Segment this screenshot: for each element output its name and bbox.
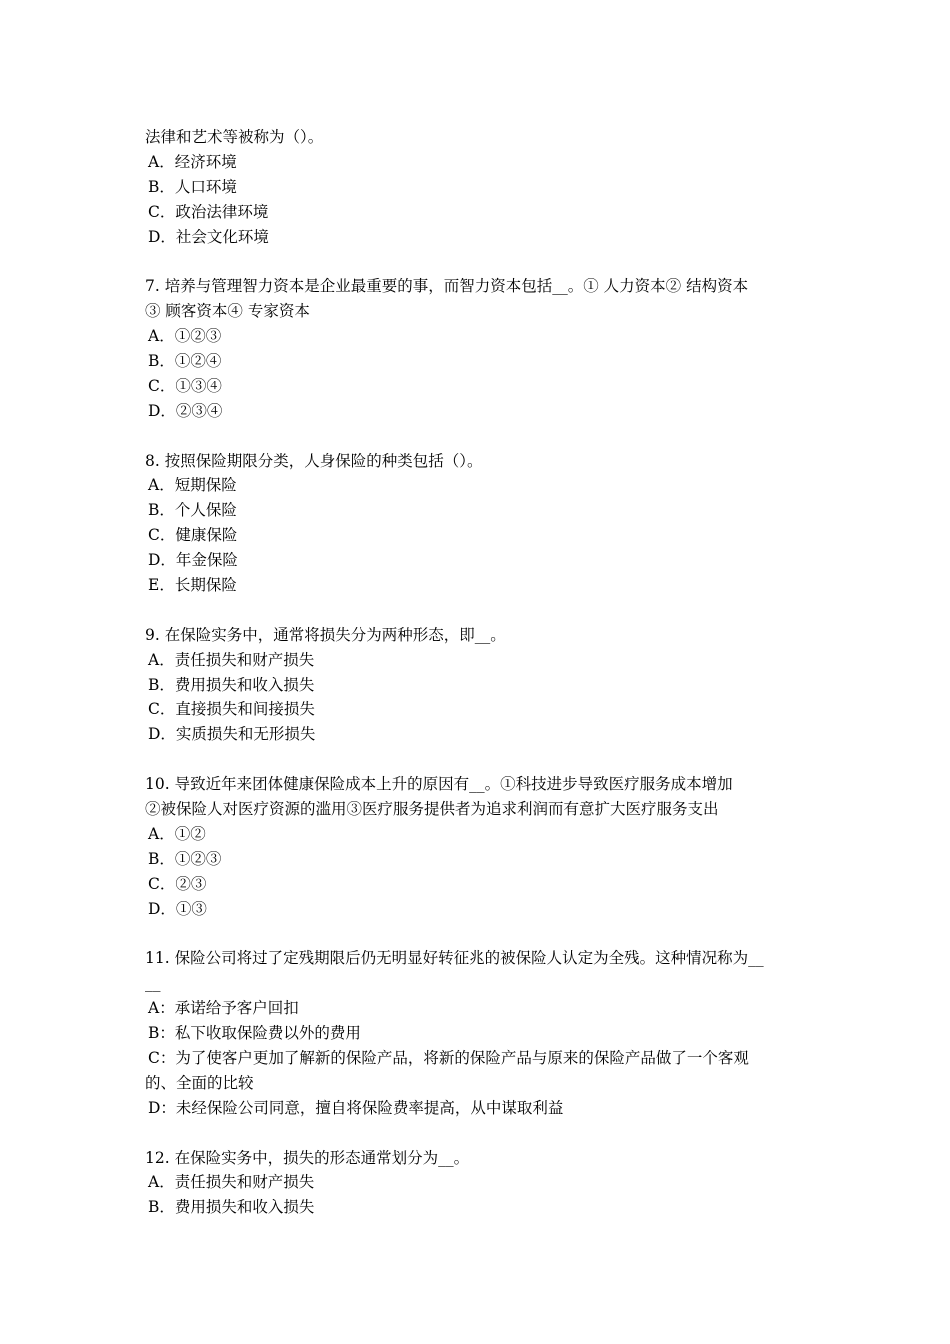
question-text: 法律和艺术等被称为（）。	[145, 128, 324, 146]
option-c: C．直接损失和间接损失	[148, 700, 315, 719]
question-11	[145, 946, 810, 1120]
option-c-cont: 的、全面的比较	[145, 1073, 254, 1092]
option-a: A．责任损失和财产损失	[148, 1173, 315, 1192]
option-d: D：未经保险公司同意，擅自将保险费率提高，从中谋取利益	[148, 1098, 564, 1117]
option-c: C．健康保险	[148, 526, 238, 545]
option-d: D．②③④	[148, 401, 223, 420]
option-b: B：私下收取保险费以外的费用	[148, 1024, 361, 1043]
option-a: A．①②③	[148, 327, 222, 346]
option-d: D．年金保险	[148, 551, 238, 570]
question-text-cont: ②被保险人对医疗资源的滥用③医疗服务提供者为追求利润而有意扩大医疗服务支出	[145, 800, 719, 819]
question-8	[145, 449, 810, 598]
question-text: 10. 导致近年来团体健康保险成本上升的原因有__。①科技进步导致医疗服务成本增加	[145, 775, 733, 794]
option-d: D．社会文化环境	[148, 227, 269, 246]
option-a: A．经济环境	[148, 152, 237, 171]
option-b: B．费用损失和收入损失	[148, 1198, 315, 1217]
option-b: B．个人保险	[148, 501, 237, 520]
question-text: 7. 培养与管理智力资本是企业最重要的事，而智力资本包括__。① 人力资本② 结构资本	[145, 277, 749, 296]
spacer	[145, 922, 810, 947]
question-7	[145, 274, 810, 423]
option-a: A．①②	[148, 824, 206, 843]
option-c: C．政治法律环境	[148, 202, 269, 221]
question-text-cont: __	[145, 974, 161, 993]
spacer	[145, 747, 810, 772]
document-page	[145, 125, 810, 1220]
option-b: B．费用损失和收入损失	[148, 675, 315, 694]
option-b: B．人口环境	[148, 177, 237, 196]
spacer	[145, 424, 810, 449]
spacer	[145, 249, 810, 274]
question-9	[145, 623, 810, 747]
option-e: E．长期保险	[148, 576, 237, 595]
option-c: C：为了使客户更加了解新的保险产品，将新的保险产品与原来的保险产品做了一个客观	[148, 1048, 749, 1067]
question-text-cont: ③ 顾客资本④ 专家资本	[145, 302, 310, 321]
option-a: A：承诺给予客户回扣	[148, 999, 299, 1018]
option-d: D．①③	[148, 899, 207, 918]
question-text: 8. 按照保险期限分类，人身保险的种类包括（）。	[145, 451, 483, 470]
question-text: 11. 保险公司将过了定残期限后仍无明显好转征兆的被保险人认定为全残。这种情况称为__	[145, 949, 764, 968]
option-d: D．实质损失和无形损失	[148, 725, 316, 744]
spacer	[145, 1121, 810, 1146]
question-intro	[145, 125, 810, 249]
question-text: 9. 在保险实务中，通常将损失分为两种形态，即__。	[145, 625, 506, 644]
spacer	[145, 598, 810, 623]
option-b: B．①②④	[148, 352, 222, 371]
question-10	[145, 772, 810, 921]
option-a: A．短期保险	[148, 476, 237, 495]
option-c: C．②③	[148, 874, 207, 893]
option-a: A．责任损失和财产损失	[148, 650, 315, 669]
option-c: C．①③④	[148, 376, 222, 395]
option-b: B．①②③	[148, 849, 222, 868]
question-text: 12. 在保险实务中，损失的形态通常划分为__。	[145, 1148, 470, 1167]
question-12	[145, 1146, 810, 1221]
